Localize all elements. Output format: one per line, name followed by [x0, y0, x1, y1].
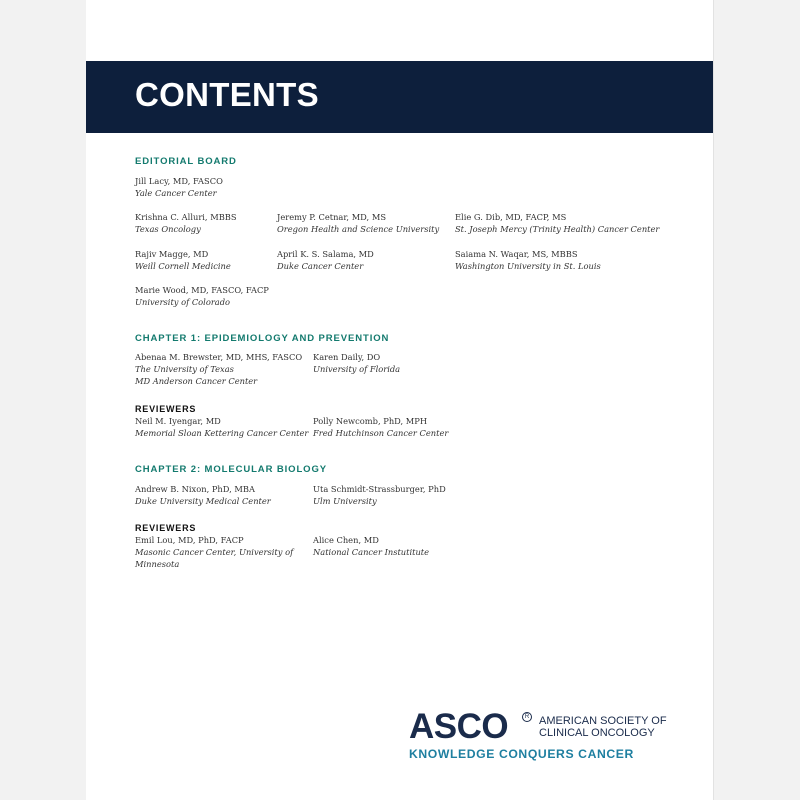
person-affiliation: Washington University in St. Louis [455, 261, 601, 271]
reviewers-heading: REVIEWERS [135, 404, 197, 414]
person-name: Krishna C. Alluri, MBBS [135, 212, 237, 222]
author-affiliation: Duke University Medical Center [135, 496, 271, 506]
author-entry [313, 483, 446, 507]
author-name: Abenaa M. Brewster, MD, MHS, FASCO [135, 352, 303, 362]
reviewer-entry [135, 534, 293, 570]
reviewers-heading: REVIEWERS [135, 523, 197, 533]
person-entry [277, 211, 439, 235]
asco-wordmark: ASCO [409, 707, 509, 746]
reviewer-entry [313, 415, 448, 439]
person-name: Elie G. Dib, MD, FACP, MS [455, 212, 567, 222]
reviewer-name: Polly Newcomb, PhD, MPH [313, 416, 428, 426]
reviewer-name: Alice Chen, MD [313, 535, 379, 545]
logo-tagline: KNOWLEDGE CONQUERS CANCER [409, 747, 634, 761]
person-entry [135, 248, 231, 272]
editorial-board-heading: EDITORIAL BOARD [135, 156, 237, 167]
registered-mark-icon: R [522, 712, 532, 722]
document-page [86, 0, 714, 800]
author-name: Karen Daily, DO [313, 352, 381, 362]
author-name: Andrew B. Nixon, PhD, MBA [135, 484, 255, 494]
person-entry [135, 175, 223, 199]
author-affiliation: MD Anderson Cancer Center [135, 376, 258, 386]
author-affiliation: University of Florida [313, 364, 401, 374]
reviewer-affiliation: Fred Hutchinson Cancer Center [313, 428, 449, 438]
reviewer-affiliation: National Cancer Instutitute [313, 547, 430, 557]
person-entry [135, 284, 269, 308]
person-name: Marie Wood, MD, FASCO, FACP [135, 285, 269, 295]
person-affiliation: Texas Oncology [135, 224, 201, 234]
reviewer-entry [313, 534, 429, 558]
organization-name-line-2: CLINICAL ONCOLOGY [539, 727, 655, 739]
reviewer-name: Neil M. Iyengar, MD [135, 416, 221, 426]
reviewer-affiliation: Masonic Cancer Center, University of [135, 547, 294, 557]
chapter-1-heading: CHAPTER 1: EPIDEMIOLOGY AND PREVENTION [135, 333, 390, 344]
person-name: April K. S. Salama, MD [277, 249, 374, 259]
person-affiliation: University of Colorado [135, 297, 231, 307]
chapter-2-heading: CHAPTER 2: MOLECULAR BIOLOGY [135, 464, 327, 475]
organization-name [539, 715, 667, 739]
person-affiliation: St. Joseph Mercy (Trinity Health) Cancer Center [455, 224, 660, 234]
person-affiliation: Yale Cancer Center [135, 188, 217, 198]
person-name: Rajiv Magge, MD [135, 249, 209, 259]
contents-banner [86, 61, 713, 133]
person-affiliation: Oregon Health and Science University [277, 224, 440, 234]
reviewer-affiliation: Memorial Sloan Kettering Cancer Center [135, 428, 309, 438]
page-title: CONTENTS [135, 76, 319, 113]
author-affiliation: Ulm University [313, 496, 377, 506]
person-name: Saiama N. Waqar, MS, MBBS [455, 249, 578, 259]
author-entry [135, 483, 271, 507]
person-entry [135, 211, 237, 235]
person-name: Jill Lacy, MD, FASCO [135, 176, 223, 186]
reviewer-affiliation: Minnesota [135, 559, 180, 569]
reviewer-entry [135, 415, 308, 439]
author-affiliation: The University of Texas [135, 364, 234, 374]
person-entry [455, 211, 659, 235]
reviewer-name: Emil Lou, MD, PhD, FACP [135, 535, 244, 545]
author-entry [313, 351, 400, 375]
person-entry [277, 248, 374, 272]
person-affiliation: Duke Cancer Center [277, 261, 364, 271]
organization-name-line-1: AMERICAN SOCIETY OF [539, 715, 667, 727]
author-name: Uta Schmidt-Strassburger, PhD [313, 484, 446, 494]
person-affiliation: Weill Cornell Medicine [135, 261, 231, 271]
person-name: Jeremy P. Cetnar, MD, MS [277, 212, 386, 222]
person-entry [455, 248, 601, 272]
author-entry [135, 351, 302, 387]
